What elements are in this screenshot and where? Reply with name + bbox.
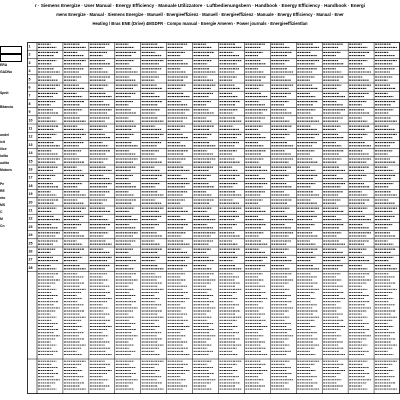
left-index-label: Spnit xyxy=(0,91,9,95)
header-line-2: mens Energize · Manual · Siemens Energize · Manuell · Energieeffizienz · Manuell · Energieeffizienz · Manuale · Energy Efficiency · Manual · Ener xyxy=(56,12,344,17)
row-label: 5 xyxy=(28,77,31,82)
left-index-label: M xyxy=(0,217,3,221)
left-index-label xyxy=(0,125,22,132)
left-index-label: Bilancia xyxy=(0,105,14,109)
left-index-label: RE xyxy=(0,189,5,193)
left-index-label: Motoes xyxy=(0,168,12,172)
left-index-label: ERA xyxy=(0,63,8,67)
row-label: 16 xyxy=(28,167,33,172)
row-label: 3 xyxy=(28,60,31,65)
left-index-label xyxy=(0,174,22,181)
row-label: 7 xyxy=(28,93,31,98)
left-index-label xyxy=(0,54,22,62)
left-index-label xyxy=(0,76,22,83)
row-label: 15 xyxy=(28,159,33,164)
row-label: 10 xyxy=(28,118,33,123)
row-label: 21 xyxy=(28,208,33,213)
row-label: 18 xyxy=(28,183,33,188)
left-index-label: ondel xyxy=(0,133,10,137)
left-index-label: ilice xyxy=(0,147,7,151)
left-index-label: GADNo xyxy=(0,70,13,74)
row-label: 8 xyxy=(28,101,31,106)
row-label: 19 xyxy=(28,192,33,197)
row-label: 20 xyxy=(28,200,33,205)
left-index-column xyxy=(0,46,22,244)
left-index-label xyxy=(0,237,22,244)
row-label: 4 xyxy=(28,69,31,74)
row-label: 27 xyxy=(28,257,33,262)
left-index-label xyxy=(0,118,22,125)
row-label: 12 xyxy=(28,134,33,139)
row-label: 25 xyxy=(28,241,33,246)
row-label: 28 xyxy=(28,265,33,270)
left-index-label: MS xyxy=(0,203,6,207)
row-label: 1 xyxy=(28,44,31,49)
spec-table-grid xyxy=(27,42,400,394)
document-header xyxy=(0,1,400,28)
spec-table xyxy=(27,42,400,394)
left-index-label xyxy=(0,111,22,118)
header-line-3: Heating / Bras ENE (Drive) 4MSDFR · Compo manual · Energie Ameren · Power journals · Energieeffizientlan xyxy=(92,21,308,26)
row-label: 17 xyxy=(28,175,33,180)
left-index-label: nto xyxy=(0,196,6,200)
row-label: 26 xyxy=(28,249,33,254)
row-label: 22 xyxy=(28,216,33,221)
left-index-label: icit xyxy=(0,140,5,144)
header-line-1: r · Siemens Energize · User Manual · Energy Efficiency · Manuale Utilizzatore · Luftbedienungsbern · Handbook · Energy Efficiency · Handbook · Energi xyxy=(34,3,366,8)
left-index-label xyxy=(0,83,22,90)
left-index-label xyxy=(0,97,22,104)
table-border xyxy=(28,43,400,394)
row-label: 23 xyxy=(28,224,33,229)
row-label: 6 xyxy=(28,85,31,90)
left-index-label xyxy=(0,230,22,237)
row-label: 14 xyxy=(28,151,33,156)
row-label: 24 xyxy=(28,233,33,238)
left-index-label: Cn xyxy=(0,224,5,228)
left-index-label: uolito xyxy=(0,161,10,165)
row-label: 2 xyxy=(28,52,31,57)
left-index-label xyxy=(0,46,22,54)
row-label: 9 xyxy=(28,110,31,115)
row-label: 13 xyxy=(28,142,33,147)
row-label: 11 xyxy=(28,126,33,131)
left-index-label: lolito xyxy=(0,154,9,158)
left-index-label: C xyxy=(0,210,3,214)
left-index-label: Pe xyxy=(0,182,5,186)
